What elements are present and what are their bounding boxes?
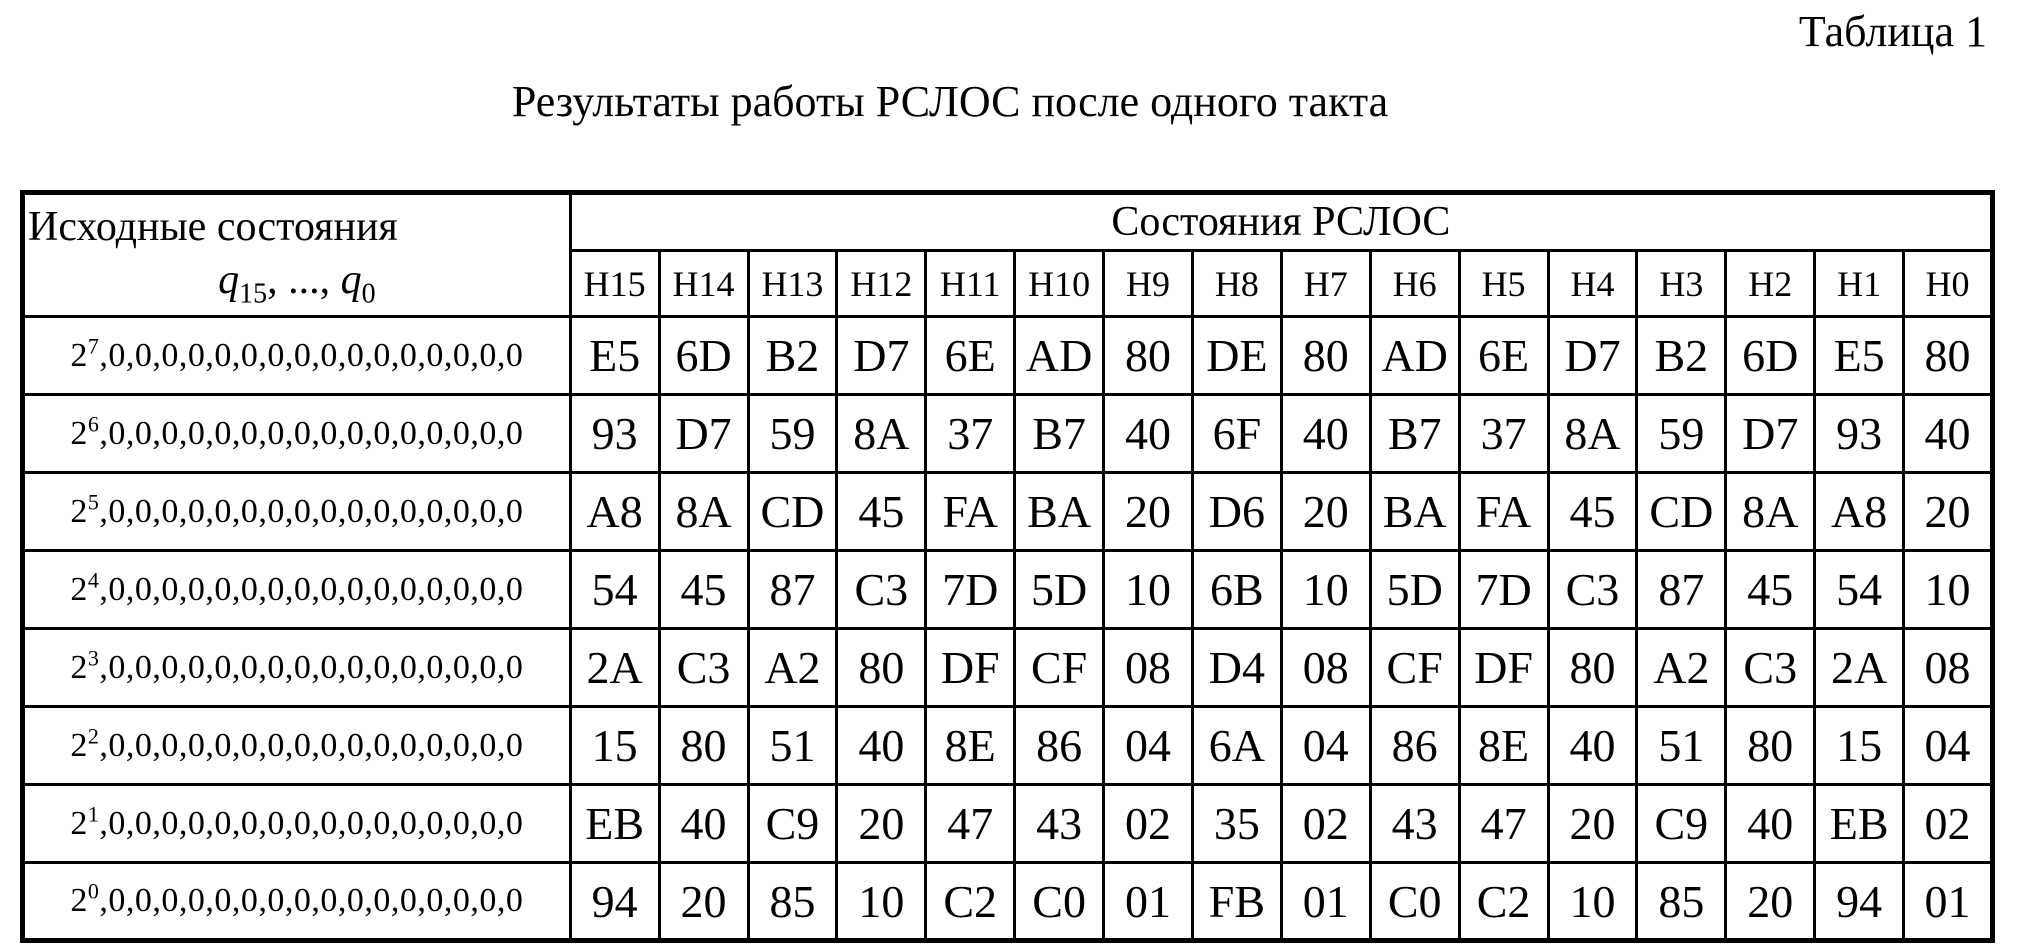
state-value-cell: 6D	[659, 317, 748, 395]
column-header-h13: H13	[748, 251, 837, 317]
state-value-cell: 45	[837, 473, 926, 551]
table-row	[23, 395, 1993, 473]
state-value-cell: 80	[1548, 629, 1637, 707]
state-value-cell: 37	[1459, 395, 1548, 473]
state-value-cell: 20	[1726, 863, 1815, 941]
initial-state-label: $2^4,0,0,0,0,0,0,0,0,0,0,0,0,0,0,0,0$	[23, 551, 571, 629]
state-value-cell: 93	[1815, 395, 1904, 473]
table-body	[23, 317, 1993, 941]
state-value-cell: 8A	[1726, 473, 1815, 551]
state-value-cell: D7	[837, 317, 926, 395]
state-value-cell: 51	[1637, 707, 1726, 785]
column-header-h4: H4	[1548, 251, 1637, 317]
state-value-cell: E5	[1815, 317, 1904, 395]
column-header-h11: H11	[926, 251, 1015, 317]
state-value-cell: 10	[1281, 551, 1370, 629]
state-value-cell: 10	[1548, 863, 1637, 941]
table-header	[23, 193, 1993, 317]
initial-state-label: $2^3,0,0,0,0,0,0,0,0,0,0,0,0,0,0,0,0$	[23, 629, 571, 707]
state-value-cell: 6D	[1726, 317, 1815, 395]
state-value-cell: 02	[1281, 785, 1370, 863]
state-value-cell: AD	[1370, 317, 1459, 395]
state-value-cell: EB	[1815, 785, 1904, 863]
state-value-cell: D7	[1726, 395, 1815, 473]
column-header-h15: H15	[570, 251, 659, 317]
state-value-cell: 8A	[1548, 395, 1637, 473]
initial-states-header-line2	[25, 255, 569, 311]
column-header-h14: H14	[659, 251, 748, 317]
state-value-cell: 40	[659, 785, 748, 863]
states-group-header-cell: Состояния РСЛОС	[570, 193, 1992, 251]
state-value-cell: 40	[837, 707, 926, 785]
state-value-cell: B7	[1370, 395, 1459, 473]
state-value-cell: 20	[1548, 785, 1637, 863]
q-var: q	[218, 257, 240, 304]
state-value-cell: C3	[1726, 629, 1815, 707]
state-value-cell: 20	[837, 785, 926, 863]
state-value-cell: BA	[1015, 473, 1104, 551]
state-value-cell: 85	[1637, 863, 1726, 941]
state-value-cell: D6	[1192, 473, 1281, 551]
state-value-cell: 5D	[1015, 551, 1104, 629]
state-value-cell: 80	[1726, 707, 1815, 785]
results-table	[20, 190, 1995, 943]
state-value-cell: BA	[1370, 473, 1459, 551]
state-value-cell: C3	[659, 629, 748, 707]
state-value-cell: 47	[1459, 785, 1548, 863]
column-header-h5: H5	[1459, 251, 1548, 317]
state-value-cell: EB	[570, 785, 659, 863]
state-value-cell: 87	[748, 551, 837, 629]
table-row	[23, 863, 1993, 941]
state-value-cell: 8A	[837, 395, 926, 473]
state-value-cell: A8	[570, 473, 659, 551]
state-value-cell: C2	[1459, 863, 1548, 941]
state-value-cell: E5	[570, 317, 659, 395]
initial-state-label: $2^2,0,0,0,0,0,0,0,0,0,0,0,0,0,0,0,0$	[23, 707, 571, 785]
state-value-cell: B2	[1637, 317, 1726, 395]
state-value-cell: 93	[570, 395, 659, 473]
state-value-cell: 20	[1104, 473, 1193, 551]
state-value-cell: C0	[1370, 863, 1459, 941]
state-value-cell: 86	[1015, 707, 1104, 785]
initial-states-header-cell	[23, 193, 571, 317]
q-ellipsis: , ...,	[267, 257, 341, 304]
state-value-cell: CF	[1015, 629, 1104, 707]
state-value-cell: 6E	[926, 317, 1015, 395]
table-row	[23, 551, 1993, 629]
state-value-cell: D7	[1548, 317, 1637, 395]
state-value-cell: 54	[1815, 551, 1904, 629]
state-value-cell: 7D	[1459, 551, 1548, 629]
column-header-h3: H3	[1637, 251, 1726, 317]
state-value-cell: 45	[1726, 551, 1815, 629]
q-sub-to: 0	[361, 278, 376, 310]
state-value-cell: 6A	[1192, 707, 1281, 785]
table-row	[23, 317, 1993, 395]
state-value-cell: 51	[748, 707, 837, 785]
state-value-cell: 15	[570, 707, 659, 785]
state-value-cell: 94	[570, 863, 659, 941]
column-header-h10: H10	[1015, 251, 1104, 317]
state-value-cell: B7	[1015, 395, 1104, 473]
column-header-h1: H1	[1815, 251, 1904, 317]
state-value-cell: A2	[748, 629, 837, 707]
state-value-cell: C0	[1015, 863, 1104, 941]
state-value-cell: 15	[1815, 707, 1904, 785]
state-value-cell: 40	[1726, 785, 1815, 863]
state-value-cell: 2A	[1815, 629, 1904, 707]
state-value-cell: 86	[1370, 707, 1459, 785]
state-value-cell: C3	[1548, 551, 1637, 629]
state-value-cell: A8	[1815, 473, 1904, 551]
state-value-cell: 54	[570, 551, 659, 629]
state-value-cell: 37	[926, 395, 1015, 473]
state-value-cell: 80	[1904, 317, 1993, 395]
q-sub-from: 15	[239, 278, 268, 310]
state-value-cell: D4	[1192, 629, 1281, 707]
initial-state-label: $2^0,0,0,0,0,0,0,0,0,0,0,0,0,0,0,0,0$	[23, 863, 571, 941]
column-header-h9: H9	[1104, 251, 1193, 317]
state-value-cell: C9	[1637, 785, 1726, 863]
state-value-cell: 04	[1904, 707, 1993, 785]
state-value-cell: FA	[926, 473, 1015, 551]
state-value-cell: 08	[1104, 629, 1193, 707]
state-value-cell: 80	[1281, 317, 1370, 395]
state-value-cell: 10	[837, 863, 926, 941]
state-value-cell: 85	[748, 863, 837, 941]
state-value-cell: FB	[1192, 863, 1281, 941]
state-value-cell: 80	[659, 707, 748, 785]
state-value-cell: 45	[1548, 473, 1637, 551]
column-header-h0: H0	[1904, 251, 1993, 317]
state-value-cell: 7D	[926, 551, 1015, 629]
state-value-cell: DF	[926, 629, 1015, 707]
state-value-cell: 8E	[926, 707, 1015, 785]
state-value-cell: CF	[1370, 629, 1459, 707]
initial-state-label: $2^7,0,0,0,0,0,0,0,0,0,0,0,0,0,0,0,0$	[23, 317, 571, 395]
state-value-cell: 01	[1281, 863, 1370, 941]
column-header-h7: H7	[1281, 251, 1370, 317]
state-value-cell: 80	[837, 629, 926, 707]
state-value-cell: 43	[1015, 785, 1104, 863]
table-row	[23, 473, 1993, 551]
state-value-cell: 43	[1370, 785, 1459, 863]
state-value-cell: 8A	[659, 473, 748, 551]
state-value-cell: 47	[926, 785, 1015, 863]
state-value-cell: AD	[1015, 317, 1104, 395]
state-value-cell: 5D	[1370, 551, 1459, 629]
state-value-cell: 2A	[570, 629, 659, 707]
column-header-h12: H12	[837, 251, 926, 317]
state-value-cell: 08	[1281, 629, 1370, 707]
state-value-cell: 94	[1815, 863, 1904, 941]
state-value-cell: C9	[748, 785, 837, 863]
state-value-cell: 10	[1104, 551, 1193, 629]
initial-states-header-line1: Исходные состояния	[28, 203, 398, 250]
state-value-cell: 04	[1281, 707, 1370, 785]
state-value-cell: 10	[1904, 551, 1993, 629]
column-header-h2: H2	[1726, 251, 1815, 317]
state-value-cell: 20	[1281, 473, 1370, 551]
state-value-cell: CD	[1637, 473, 1726, 551]
state-value-cell: 6B	[1192, 551, 1281, 629]
initial-state-label: $2^1,0,0,0,0,0,0,0,0,0,0,0,0,0,0,0,0$	[23, 785, 571, 863]
state-value-cell: DF	[1459, 629, 1548, 707]
q-var: q	[340, 257, 362, 304]
state-value-cell: 01	[1904, 863, 1993, 941]
state-value-cell: 35	[1192, 785, 1281, 863]
state-value-cell: 80	[1104, 317, 1193, 395]
column-header-h8: H8	[1192, 251, 1281, 317]
column-header-h6: H6	[1370, 251, 1459, 317]
initial-state-label: $2^5,0,0,0,0,0,0,0,0,0,0,0,0,0,0,0,0$	[23, 473, 571, 551]
state-value-cell: D7	[659, 395, 748, 473]
state-value-cell: 40	[1104, 395, 1193, 473]
state-value-cell: C3	[837, 551, 926, 629]
table-row	[23, 629, 1993, 707]
state-value-cell: 01	[1104, 863, 1193, 941]
state-value-cell: CD	[748, 473, 837, 551]
state-value-cell: 40	[1281, 395, 1370, 473]
state-value-cell: 02	[1104, 785, 1193, 863]
state-value-cell: DE	[1192, 317, 1281, 395]
page-title: Результаты работы РСЛОС после одного такта	[511, 77, 1389, 126]
state-value-cell: 87	[1637, 551, 1726, 629]
state-value-cell: 04	[1104, 707, 1193, 785]
state-value-cell: 59	[748, 395, 837, 473]
state-value-cell: 40	[1904, 395, 1993, 473]
group-header-row	[23, 193, 1993, 251]
state-value-cell: 8E	[1459, 707, 1548, 785]
state-value-cell: 6E	[1459, 317, 1548, 395]
state-value-cell: 20	[659, 863, 748, 941]
state-value-cell: 08	[1904, 629, 1993, 707]
state-value-cell: 6F	[1192, 395, 1281, 473]
state-value-cell: 45	[659, 551, 748, 629]
state-value-cell: 02	[1904, 785, 1993, 863]
state-value-cell: C2	[926, 863, 1015, 941]
state-value-cell: 40	[1548, 707, 1637, 785]
state-value-cell: 59	[1637, 395, 1726, 473]
table-row	[23, 707, 1993, 785]
table-caption: Таблица 1	[1798, 7, 1987, 56]
state-value-cell: B2	[748, 317, 837, 395]
table-row	[23, 785, 1993, 863]
state-value-cell: FA	[1459, 473, 1548, 551]
initial-state-label: $2^6,0,0,0,0,0,0,0,0,0,0,0,0,0,0,0,0$	[23, 395, 571, 473]
state-value-cell: A2	[1637, 629, 1726, 707]
state-value-cell: 20	[1904, 473, 1993, 551]
